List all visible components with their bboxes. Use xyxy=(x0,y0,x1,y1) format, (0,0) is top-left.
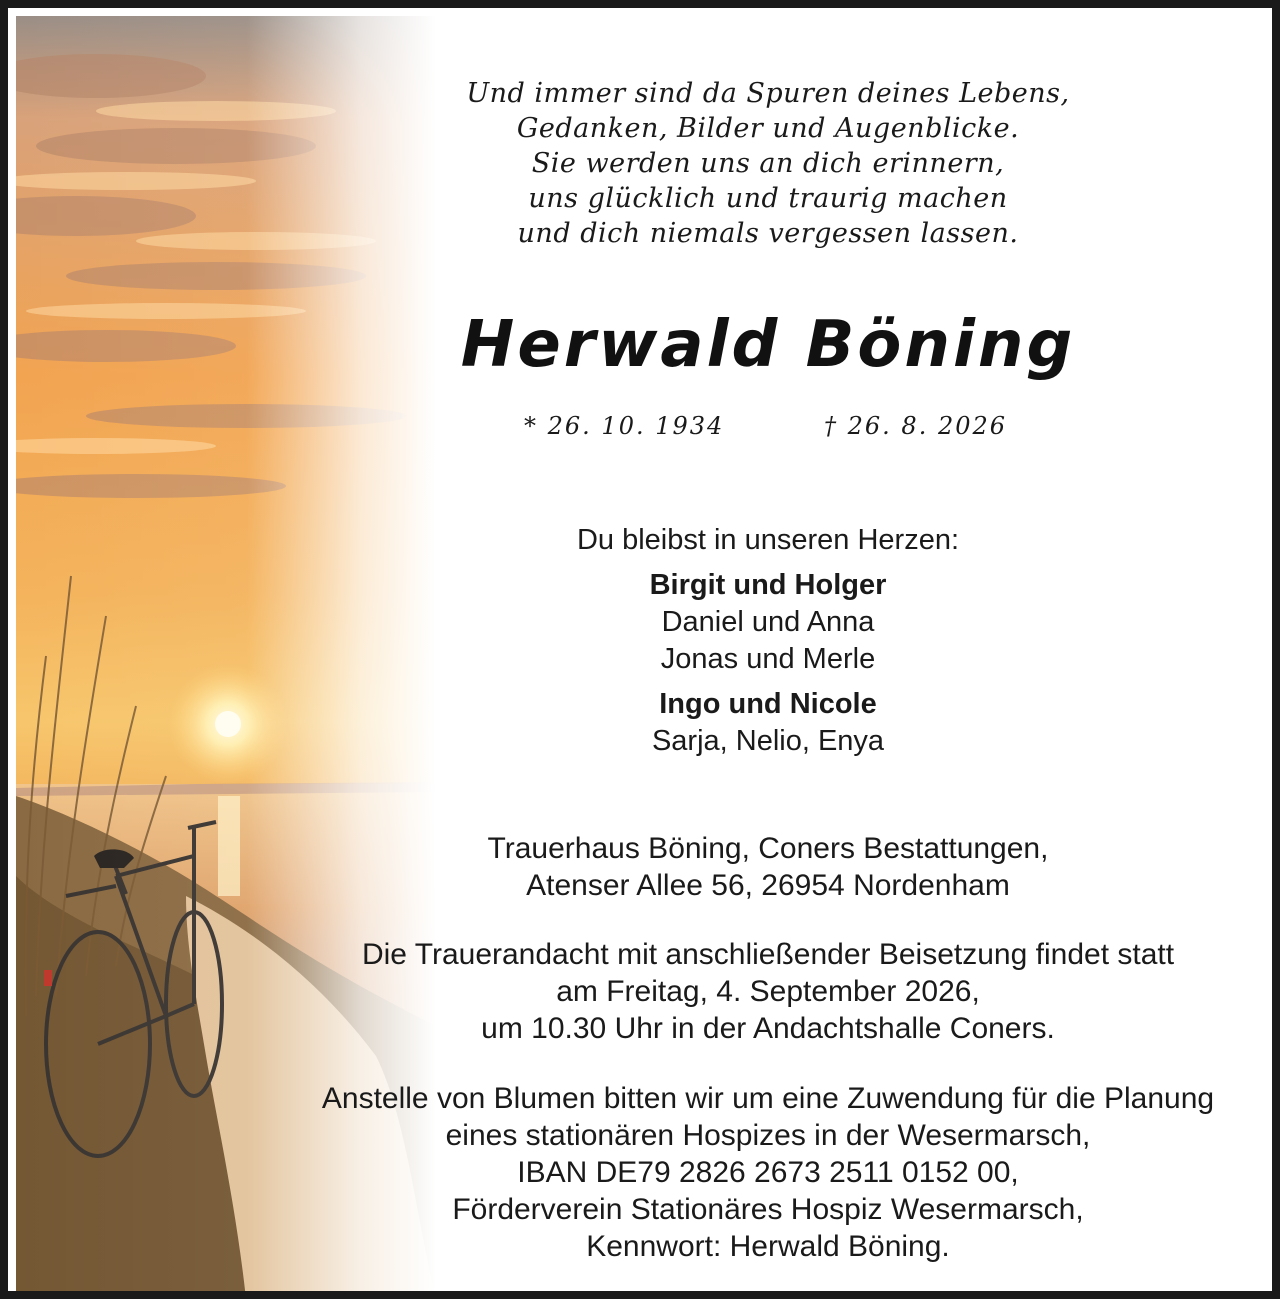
service-line: Die Trauerandacht mit anschließender Beisetzung findet statt xyxy=(361,938,1175,971)
address-line: Trauerhaus Böning, Coners Bestattungen, xyxy=(487,832,1049,865)
funeral-home-address xyxy=(288,830,1248,904)
family-member: Sarja, Nelio, Enya xyxy=(651,725,885,757)
deceased-name: Herwald Böning xyxy=(460,308,1076,382)
family-member: Jonas und Merle xyxy=(660,643,876,675)
birth-date: * 26. 10. 1934 xyxy=(524,412,725,440)
donation-line: Kennwort: Herwald Böning. xyxy=(586,1230,950,1263)
service-info xyxy=(288,936,1248,1047)
family-section xyxy=(428,522,1108,760)
donation-line: Anstelle von Blumen bitten wir um eine Zuwendung für die Planung xyxy=(321,1082,1215,1115)
family-group-head: Ingo und Nicole xyxy=(659,688,877,720)
poem xyxy=(388,76,1148,251)
address-line: Atenser Allee 56, 26954 Nordenham xyxy=(526,869,1010,902)
poem-line: uns glücklich und traurig machen xyxy=(528,183,1008,214)
donation-request xyxy=(288,1080,1248,1265)
poem-line: Gedanken, Bilder und Augenblicke. xyxy=(516,113,1020,144)
donation-line: IBAN DE79 2826 2673 2511 0152 00, xyxy=(517,1156,1019,1189)
poem-line: und dich niemals vergessen lassen. xyxy=(517,218,1019,249)
service-line: am Freitag, 4. September 2026, xyxy=(556,975,980,1008)
family-intro: Du bleibst in unseren Herzen: xyxy=(576,524,960,556)
family-group-head: Birgit und Holger xyxy=(649,569,887,601)
family-member: Daniel und Anna xyxy=(661,606,875,638)
donation-line: Förderverein Stationäres Hospiz Wesermarsch, xyxy=(452,1193,1084,1226)
service-line: um 10.30 Uhr in der Andachtshalle Coners. xyxy=(481,1012,1055,1045)
poem-line: Sie werden uns an dich erinnern, xyxy=(531,148,1005,179)
donation-line: eines stationären Hospizes in der Wesermarsch, xyxy=(445,1119,1091,1152)
death-date: † 26. 8. 2026 xyxy=(824,412,1008,440)
poem-line: Und immer sind da Spuren deines Lebens, xyxy=(466,78,1070,109)
